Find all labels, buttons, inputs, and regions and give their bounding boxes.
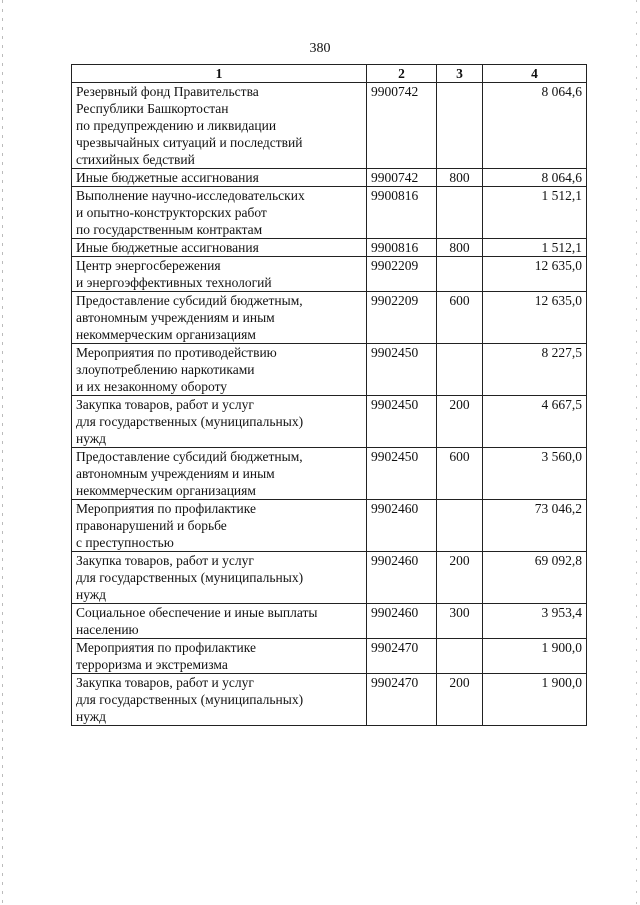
row-amount: 8 064,6 [483,83,587,169]
table-header-row [72,65,587,83]
row-amount: 8 064,6 [483,169,587,187]
row-name: Предоставление субсидий бюджетным, автономным учреждениям и иным некоммерческим организациям [72,448,367,500]
row-amount: 1 512,1 [483,239,587,257]
row-code: 9902450 [367,396,437,448]
column-header-amount: 4 [483,65,587,83]
row-type: 600 [437,292,483,344]
page-number: 380 [309,41,331,56]
column-header-name: 1 [72,65,367,83]
row-amount: 3 953,4 [483,604,587,639]
row-type: 800 [437,239,483,257]
row-type: 200 [437,396,483,448]
row-amount: 73 046,2 [483,500,587,552]
row-type: 800 [437,169,483,187]
row-code: 9900742 [367,169,437,187]
row-type: 600 [437,448,483,500]
row-type [437,187,483,239]
row-type [437,344,483,396]
table-row [72,239,587,257]
table-row [72,169,587,187]
row-amount: 12 635,0 [483,292,587,344]
table-row [72,674,587,726]
row-code: 9902450 [367,448,437,500]
row-name: Иные бюджетные ассигнования [72,239,367,257]
row-code: 9902450 [367,344,437,396]
table-row [72,552,587,604]
row-code: 9902460 [367,552,437,604]
column-header-type: 3 [437,65,483,83]
row-amount: 1 900,0 [483,674,587,726]
table-row [72,292,587,344]
table-row [72,187,587,239]
row-type [437,639,483,674]
row-code: 9902209 [367,292,437,344]
scan-edge-right [636,0,637,905]
table-row [72,257,587,292]
table-row [72,448,587,500]
row-code: 9900742 [367,83,437,169]
row-name: Мероприятия по профилактике правонарушений и борьбе с преступностью [72,500,367,552]
row-name: Иные бюджетные ассигнования [72,169,367,187]
row-code: 9902460 [367,500,437,552]
column-header-code: 2 [367,65,437,83]
table-row [72,344,587,396]
row-type [437,257,483,292]
row-type: 200 [437,674,483,726]
row-name: Мероприятия по профилактике терроризма и экстремизма [72,639,367,674]
row-code: 9902470 [367,639,437,674]
row-type [437,83,483,169]
row-amount: 69 092,8 [483,552,587,604]
row-type [437,500,483,552]
row-code: 9902460 [367,604,437,639]
table-row [72,639,587,674]
row-type: 200 [437,552,483,604]
row-amount: 12 635,0 [483,257,587,292]
table-row [72,500,587,552]
table-row [72,396,587,448]
row-code: 9900816 [367,239,437,257]
row-amount: 1 512,1 [483,187,587,239]
row-name: Закупка товаров, работ и услуг для государственных (муниципальных) нужд [72,552,367,604]
row-name: Социальное обеспечение и иные выплаты населению [72,604,367,639]
row-code: 9902209 [367,257,437,292]
row-name: Центр энергосбережения и энергоэффективных технологий [72,257,367,292]
row-name: Выполнение научно-исследовательских и опытно-конструкторских работ по государственным контрактам [72,187,367,239]
table-row [72,83,587,169]
row-amount: 4 667,5 [483,396,587,448]
budget-table [71,64,587,726]
row-name: Резервный фонд Правительства Республики Башкортостан по предупреждению и ликвидации чрезвычайных ситуаций и последствий стихийных бедствий [72,83,367,169]
row-amount: 3 560,0 [483,448,587,500]
table-row [72,604,587,639]
row-code: 9902470 [367,674,437,726]
row-amount: 8 227,5 [483,344,587,396]
scan-edge-left [2,0,3,905]
row-name: Предоставление субсидий бюджетным, автономным учреждениям и иным некоммерческим организациям [72,292,367,344]
row-type: 300 [437,604,483,639]
row-name: Закупка товаров, работ и услуг для государственных (муниципальных) нужд [72,396,367,448]
row-name: Мероприятия по противодействию злоупотреблению наркотиками и их незаконному обороту [72,344,367,396]
row-name: Закупка товаров, работ и услуг для государственных (муниципальных) нужд [72,674,367,726]
row-code: 9900816 [367,187,437,239]
row-amount: 1 900,0 [483,639,587,674]
